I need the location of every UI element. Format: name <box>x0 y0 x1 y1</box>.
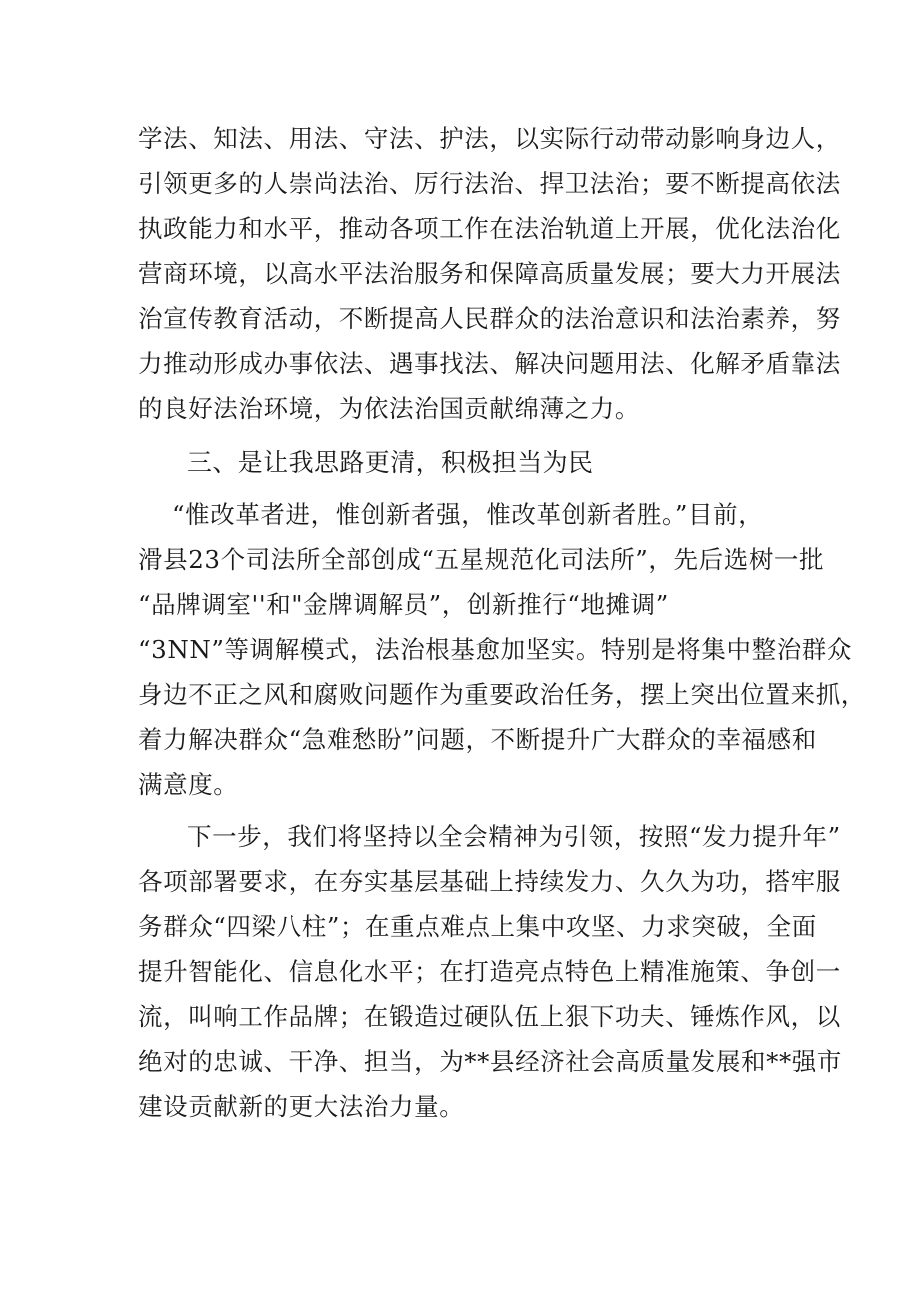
paragraph-1-line-5: 治宣传教育活动，不断提高人民群众的法治意识和法治素养，努 <box>138 304 841 333</box>
paragraph-1-line-4: 营商环境，以高水平法治服务和保障高质量发展；要大力开展法 <box>138 259 841 288</box>
paragraph-3-line-2: 各项部署要求，在夯实基层基础上持续发力、久久为功，搭牢服 <box>138 867 841 896</box>
paragraph-3-line-4: 提升智能化、信息化水平；在打造亮点特色上精准施策、争创一 <box>138 957 841 986</box>
section-heading: 三、是让我思路更清，积极担当为民 <box>187 448 594 477</box>
paragraph-1-line-6: 力推动形成办事依法、遇事找法、解决问题用法、化解矛盾靠法 <box>138 349 841 378</box>
paragraph-2-line-5: 身边不正之风和腐败问题作为重要政治任务，摆上突出位置来抓， <box>138 680 866 709</box>
paragraph-3-line-1: 下一步，我们将坚持以全会精神为引领，按照“发力提升年” <box>187 822 841 851</box>
paragraph-2-line-3: “品牌调室''和"金牌调解员”，创新推行“地摊调” <box>138 590 669 619</box>
paragraph-3-line-3: 务群众“四梁八柱”；在重点难点上集中攻坚、力求突破，全面 <box>138 912 817 941</box>
paragraph-3-line-5: 流，叫响工作品牌；在锻造过硬队伍上狠下功夫、锤炼作风，以 <box>138 1002 841 1031</box>
paragraph-1-line-3: 执政能力和水平，推动各项工作在法治轨道上开展，优化法治化 <box>138 214 841 243</box>
paragraph-3-line-7: 建设贡献新的更大法治力量。 <box>138 1092 465 1121</box>
paragraph-3-line-6: 绝对的忠诚、干净、担当，为**县经济社会高质量发展和**强市 <box>138 1047 842 1076</box>
paragraph-2-line-1: “惟改革者进，惟创新者强，惟改革创新者胜。”目前， <box>172 500 764 529</box>
paragraph-2-line-4: “3NN”等调解模式，法治根基愈加坚实。特别是将集中整治群众 <box>138 635 853 664</box>
paragraph-2-line-2: 滑县23个司法所全部创成“五星规范化司法所”，先后选树一批 <box>138 545 825 574</box>
paragraph-1-line-2: 引领更多的人崇尚法治、厉行法治、捍卫法治；要不断提高依法 <box>138 169 841 198</box>
paragraph-1-line-1: 学法、知法、用法、守法、护法，以实际行动带动影响身边人， <box>138 124 841 153</box>
paragraph-2-line-6: 着力解决群众“急难愁盼”问题，不断提升广大群众的幸福感和 <box>138 725 817 754</box>
paragraph-1-line-7: 的良好法治环境，为依法治国贡献绵薄之力。 <box>138 394 640 423</box>
paragraph-2-line-7: 满意度。 <box>138 770 239 799</box>
